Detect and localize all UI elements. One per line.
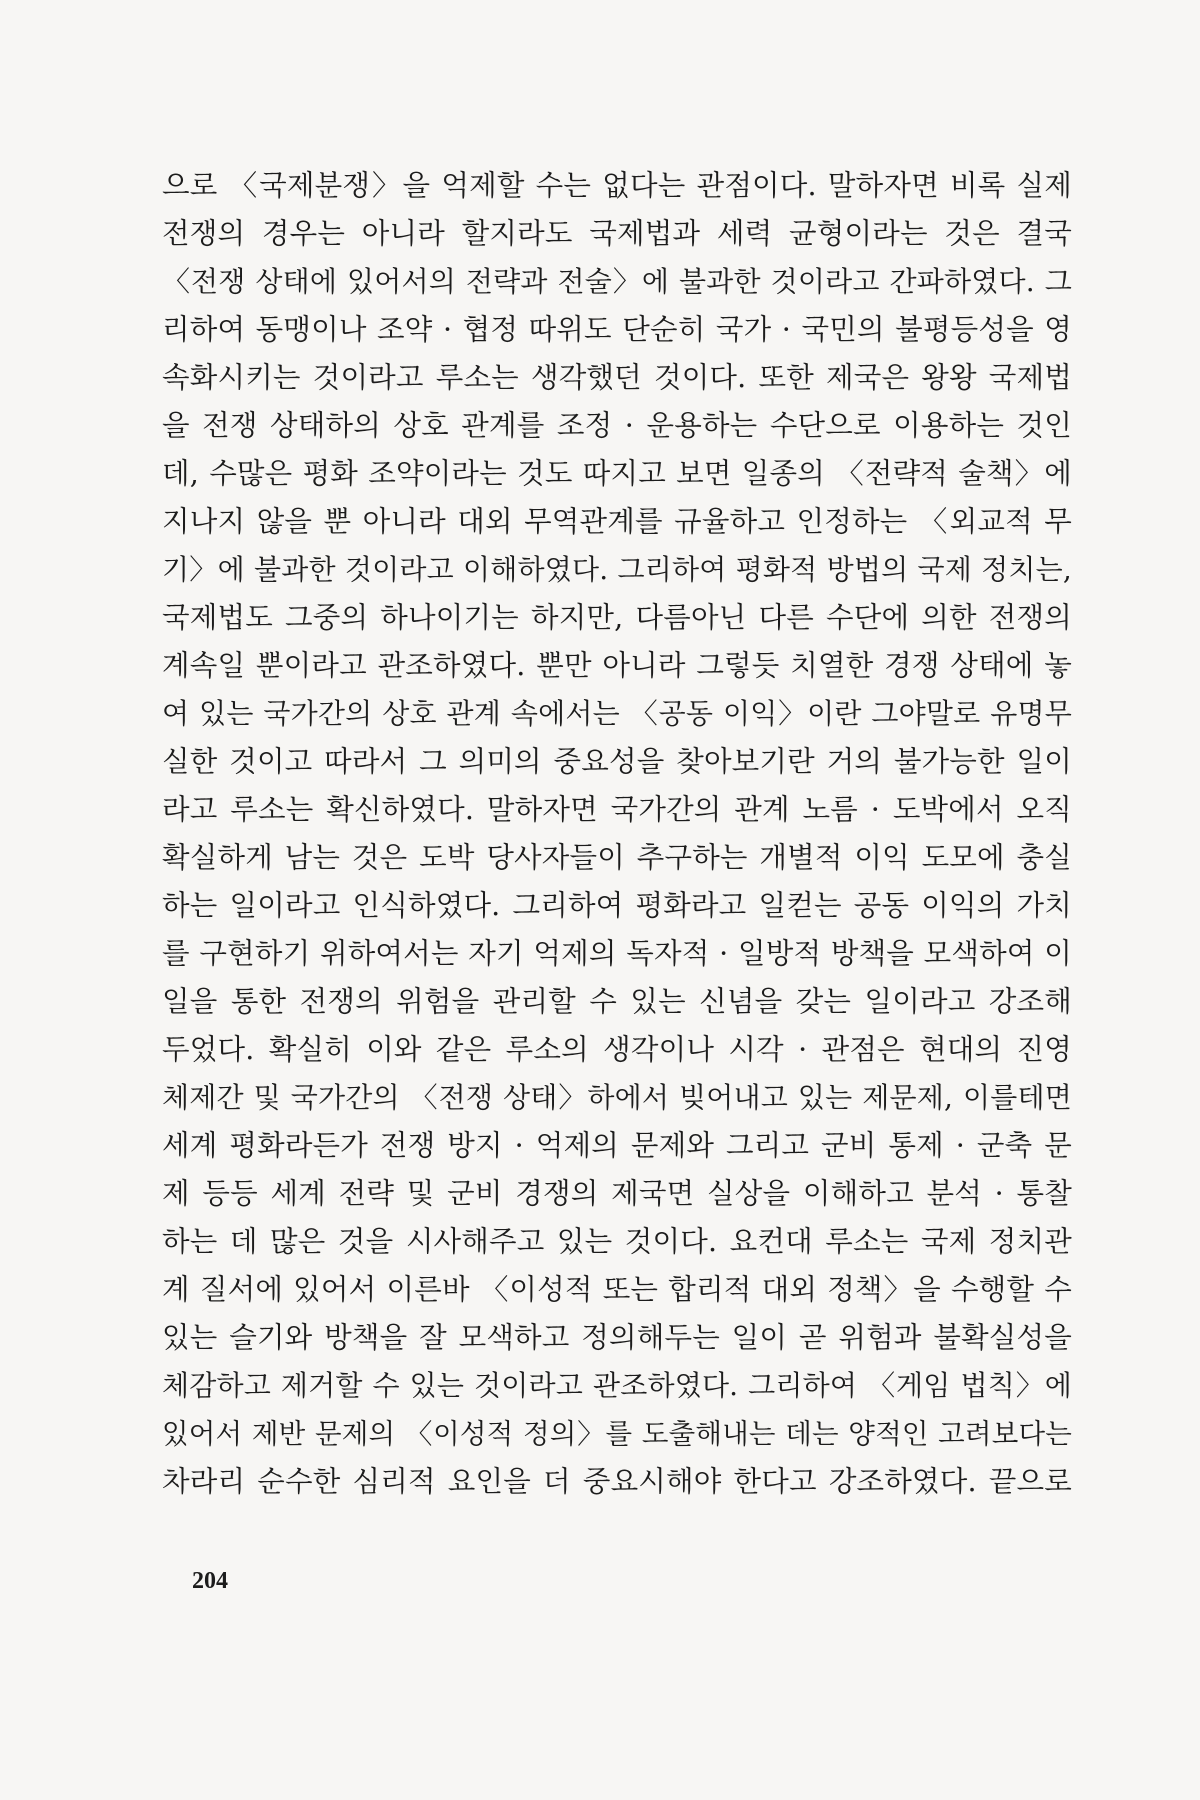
text-line: 여 있는 국가간의 상호 관계 속에서는 〈공동 이익〉이란 그야말로 유명무 [162, 697, 1072, 730]
text-line: 라고 루소는 확신하였다. 말하자면 국가간의 관계 노름 · 도박에서 오직 [162, 793, 1072, 826]
text-line: 실한 것이고 따라서 그 의미의 중요성을 찾아보기란 거의 불가능한 일이 [162, 745, 1072, 778]
text-line: 계 질서에 있어서 이른바 〈이성적 또는 합리적 대외 정책〉을 수행할 수 [162, 1273, 1072, 1306]
text-line: 전쟁의 경우는 아니라 할지라도 국제법과 세력 균형이라는 것은 결국 [162, 217, 1072, 250]
text-line: 일을 통한 전쟁의 위험을 관리할 수 있는 신념을 갖는 일이라고 강조해 [162, 985, 1072, 1018]
text-line: 기〉에 불과한 것이라고 이해하였다. 그리하여 평화적 방법의 국제 정치는, [162, 553, 1072, 586]
text-line: 차라리 순수한 심리적 요인을 더 중요시해야 한다고 강조하였다. 끝으로 [162, 1465, 1072, 1498]
text-line: 지나지 않을 뿐 아니라 대외 무역관계를 규율하고 인정하는 〈외교적 무 [162, 505, 1072, 538]
text-line: 체감하고 제거할 수 있는 것이라고 관조하였다. 그리하여 〈게임 법칙〉에 [162, 1369, 1072, 1402]
text-line: 데, 수많은 평화 조약이라는 것도 따지고 보면 일종의 〈전략적 술책〉에 [162, 457, 1072, 490]
text-line: 국제법도 그중의 하나이기는 하지만, 다름아닌 다른 수단에 의한 전쟁의 [162, 601, 1072, 634]
text-line: 하는 데 많은 것을 시사해주고 있는 것이다. 요컨대 루소는 국제 정치관 [162, 1225, 1072, 1258]
text-line: 확실하게 남는 것은 도박 당사자들이 추구하는 개별적 이익 도모에 충실 [162, 841, 1072, 874]
text-line: 리하여 동맹이나 조약 · 협정 따위도 단순히 국가 · 국민의 불평등성을 영 [162, 313, 1072, 346]
text-line: 계속일 뿐이라고 관조하였다. 뿐만 아니라 그렇듯 치열한 경쟁 상태에 놓 [162, 649, 1072, 682]
text-line: 두었다. 확실히 이와 같은 루소의 생각이나 시각 · 관점은 현대의 진영 [162, 1033, 1072, 1066]
page-number: 204 [192, 1568, 228, 1594]
text-line: 있는 슬기와 방책을 잘 모색하고 정의해두는 일이 곧 위험과 불확실성을 [162, 1321, 1072, 1354]
text-line: 속화시키는 것이라고 루소는 생각했던 것이다. 또한 제국은 왕왕 국제법 [162, 361, 1072, 394]
text-line: 으로 〈국제분쟁〉을 억제할 수는 없다는 관점이다. 말하자면 비록 실제 [162, 169, 1072, 202]
text-line: 〈전쟁 상태에 있어서의 전략과 전술〉에 불과한 것이라고 간파하였다. 그 [162, 265, 1072, 298]
text-line: 있어서 제반 문제의 〈이성적 정의〉를 도출해내는 데는 양적인 고려보다는 [162, 1418, 1072, 1450]
text-line: 을 전쟁 상태하의 상호 관계를 조정 · 운용하는 수단으로 이용하는 것인 [162, 409, 1072, 442]
text-line: 하는 일이라고 인식하였다. 그리하여 평화라고 일컫는 공동 이익의 가치 [162, 889, 1072, 922]
text-line: 제 등등 세계 전략 및 군비 경쟁의 제국면 실상을 이해하고 분석 · 통찰 [162, 1177, 1072, 1210]
text-line: 세계 평화라든가 전쟁 방지 · 억제의 문제와 그리고 군비 통제 · 군축 문 [162, 1129, 1072, 1162]
text-line: 체제간 및 국가간의 〈전쟁 상태〉하에서 빚어내고 있는 제문제, 이를테면 [162, 1081, 1072, 1114]
body-text [162, 162, 1072, 1506]
text-line: 를 구현하기 위하여서는 자기 억제의 독자적 · 일방적 방책을 모색하여 이 [162, 937, 1072, 970]
